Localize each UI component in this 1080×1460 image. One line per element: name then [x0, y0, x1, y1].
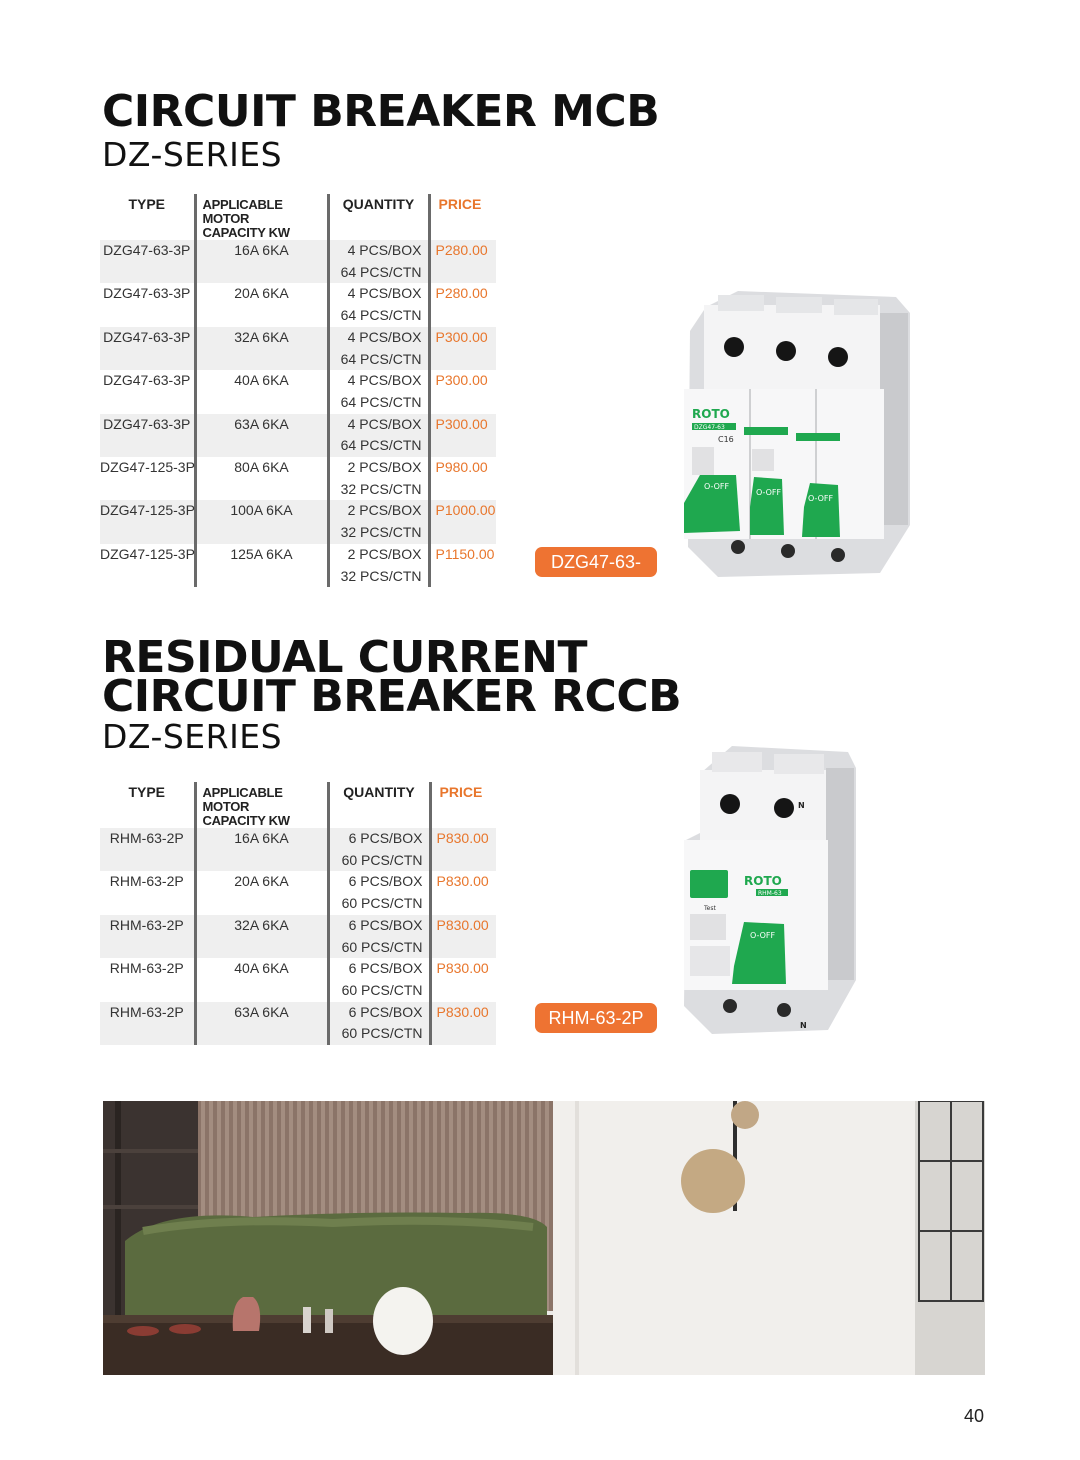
page-number: 40 — [963, 1406, 984, 1426]
table-row — [100, 370, 496, 392]
svg-text:O-OFF: O-OFF — [756, 488, 782, 497]
cell-motor: 80A 6KA — [195, 457, 328, 479]
cell-type: RHM-63-2P — [109, 960, 184, 977]
table-row — [100, 240, 496, 262]
table-row-continued — [100, 349, 496, 371]
table-row-continued — [100, 392, 496, 414]
teacup — [169, 1324, 201, 1334]
cell-price: P830.00 — [430, 871, 496, 893]
table-row — [100, 544, 496, 566]
cell-motor: 63A 6KA — [195, 414, 328, 436]
cell-price: P980.00 — [429, 457, 496, 479]
cell-price: P1000.00 — [429, 500, 496, 522]
table-row-continued — [100, 435, 496, 457]
cell-qty-ctn: 60 PCS/CTN — [328, 850, 430, 872]
col-motor-header: APPLICABLE MOTOR CAPACITY KW — [195, 194, 328, 240]
cell-motor: 63A 6KA — [195, 1002, 328, 1024]
cell-qty-box: 6 PCS/BOX — [328, 1002, 430, 1024]
cell-motor: 32A 6KA — [195, 327, 328, 349]
mcb-title: CIRCUIT BREAKER MCB — [102, 86, 660, 137]
teacup — [127, 1326, 159, 1336]
rccb-title-line1: RESIDUAL CURRENT — [102, 632, 587, 683]
cell-type: RHM-63-2P — [100, 828, 195, 850]
rccb-neutral-label-top: N — [798, 801, 805, 810]
rccb-test-button — [690, 870, 728, 898]
table-row-continued — [100, 937, 496, 959]
cell-price: P830.00 — [430, 1002, 496, 1024]
mcb-product-image — [678, 285, 914, 579]
table-row — [100, 871, 496, 893]
mcb-rating-label: C16 — [718, 435, 734, 444]
table-row-continued — [100, 522, 496, 544]
cell-type: DZG47-63-3P — [100, 414, 195, 436]
cell-price: P1150.00 — [429, 544, 496, 566]
cell-qty-ctn: 32 PCS/CTN — [328, 566, 429, 588]
col-price-header: PRICE — [429, 194, 496, 240]
col-type-header: TYPE — [128, 784, 166, 800]
cell-qty-ctn: 60 PCS/CTN — [328, 1023, 430, 1045]
cell-qty-ctn: 32 PCS/CTN — [328, 522, 429, 544]
cell-price: P280.00 — [429, 240, 496, 262]
svg-text:O-OFF: O-OFF — [808, 494, 834, 503]
cell-qty-ctn: 60 PCS/CTN — [328, 893, 430, 915]
rccb-table-header — [100, 782, 496, 828]
mcb-table-body — [100, 240, 496, 587]
mcb-model-badge: DZG47-63-3P — [535, 547, 657, 577]
cell-qty-box: 2 PCS/BOX — [328, 457, 429, 479]
mcb-brand-logo: ROTO — [692, 407, 730, 421]
wall-lamp-large — [681, 1149, 745, 1213]
cell-type: RHM-63-2P — [109, 873, 184, 890]
cell-price: P830.00 — [430, 915, 496, 937]
table-row — [100, 828, 496, 850]
white-vase — [373, 1287, 433, 1355]
cell-motor: 16A 6KA — [195, 240, 328, 262]
cell-motor: 16A 6KA — [195, 828, 328, 850]
cell-type: DZG47-63-3P — [103, 372, 191, 389]
col-quantity-header: QUANTITY — [328, 782, 430, 828]
cell-qty-box: 6 PCS/BOX — [328, 958, 430, 980]
cell-qty-box: 6 PCS/BOX — [328, 915, 430, 937]
table-row — [100, 283, 496, 305]
mcb-spec-table — [100, 194, 496, 587]
cell-motor: 20A 6KA — [195, 871, 328, 893]
cell-motor: 40A 6KA — [195, 370, 328, 392]
rccb-series: DZ-SERIES — [102, 717, 283, 756]
cell-qty-box: 4 PCS/BOX — [328, 283, 429, 305]
rccb-model-badge: RHM-63-2P — [535, 1003, 657, 1033]
table-row — [100, 958, 496, 980]
table-row — [100, 327, 496, 349]
table-row — [100, 414, 496, 436]
rccb-table-body — [100, 828, 496, 1045]
cell-qty-box: 4 PCS/BOX — [328, 414, 429, 436]
table-row — [100, 500, 496, 522]
cell-price: P300.00 — [429, 327, 496, 349]
cell-qty-ctn: 64 PCS/CTN — [328, 435, 429, 457]
cell-qty-box: 4 PCS/BOX — [328, 370, 429, 392]
mcb-series: DZ-SERIES — [102, 135, 283, 174]
interior-photo — [103, 1101, 985, 1375]
cell-type: DZG47-125-3P — [100, 459, 195, 476]
cell-qty-box: 2 PCS/BOX — [328, 544, 429, 566]
cell-qty-box: 4 PCS/BOX — [328, 240, 429, 262]
cell-motor: 100A 6KA — [195, 500, 328, 522]
mcb-model-label: DZG47-63 — [694, 424, 725, 431]
cell-qty-ctn: 64 PCS/CTN — [328, 305, 429, 327]
cell-motor: 20A 6KA — [195, 283, 328, 305]
cell-price: P280.00 — [429, 283, 496, 305]
cell-qty-ctn: 64 PCS/CTN — [328, 349, 429, 371]
cell-qty-ctn: 64 PCS/CTN — [328, 262, 429, 284]
rccb-switch-label: O-OFF — [750, 931, 776, 940]
cell-type: DZG47-125-3P — [100, 500, 195, 522]
rccb-neutral-label-bottom: N — [800, 1021, 807, 1030]
cell-type: RHM-63-2P — [100, 1002, 195, 1024]
cell-qty-box: 2 PCS/BOX — [328, 500, 429, 522]
rccb-spec-table — [100, 782, 496, 1045]
cell-qty-ctn: 60 PCS/CTN — [328, 980, 430, 1002]
cell-qty-ctn: 60 PCS/CTN — [328, 937, 430, 959]
cell-price: P300.00 — [429, 414, 496, 436]
table-row — [100, 1002, 496, 1024]
col-price-header: PRICE — [430, 782, 496, 828]
cell-motor: 40A 6KA — [195, 958, 328, 980]
cell-type: DZG47-63-3P — [100, 327, 195, 349]
table-row-continued — [100, 893, 496, 915]
table-row-continued — [100, 566, 496, 588]
table-row-continued — [100, 479, 496, 501]
rccb-test-label: Test — [704, 905, 716, 912]
col-motor-header: APPLICABLE MOTOR CAPACITY KW — [195, 782, 328, 828]
cell-qty-ctn: 32 PCS/CTN — [328, 479, 429, 501]
cell-motor: 32A 6KA — [195, 915, 328, 937]
rccb-product-image — [680, 744, 860, 1036]
wall-lamp-small — [731, 1101, 759, 1129]
rccb-title-line2: CIRCUIT BREAKER RCCB — [102, 671, 682, 722]
col-quantity-header: QUANTITY — [328, 194, 429, 240]
table-row-continued — [100, 1023, 496, 1045]
cell-price: P300.00 — [429, 370, 496, 392]
table-row — [100, 915, 496, 937]
col-type-header: TYPE — [128, 196, 166, 212]
table-row-continued — [100, 980, 496, 1002]
table-row-continued — [100, 262, 496, 284]
cell-type: DZG47-125-3P — [100, 545, 195, 562]
mcb-switch-label: O-OFF — [704, 482, 730, 491]
cell-qty-box: 4 PCS/BOX — [328, 327, 429, 349]
mcb-table-header — [100, 194, 496, 240]
cell-qty-ctn: 64 PCS/CTN — [328, 392, 429, 414]
cell-qty-box: 6 PCS/BOX — [328, 871, 430, 893]
table-row-continued — [100, 305, 496, 327]
cell-type: DZG47-63-3P — [103, 285, 191, 302]
cell-price: P830.00 — [430, 958, 496, 980]
rccb-brand-logo: ROTO — [744, 874, 782, 888]
cell-type: RHM-63-2P — [100, 915, 195, 937]
table-row — [100, 457, 496, 479]
table-row-continued — [100, 850, 496, 872]
cell-qty-box: 6 PCS/BOX — [328, 828, 430, 850]
cell-motor: 125A 6KA — [195, 544, 328, 566]
cell-price: P830.00 — [430, 828, 496, 850]
cell-type: DZG47-63-3P — [100, 240, 195, 262]
rccb-model-label: RHM-63 — [758, 890, 782, 897]
